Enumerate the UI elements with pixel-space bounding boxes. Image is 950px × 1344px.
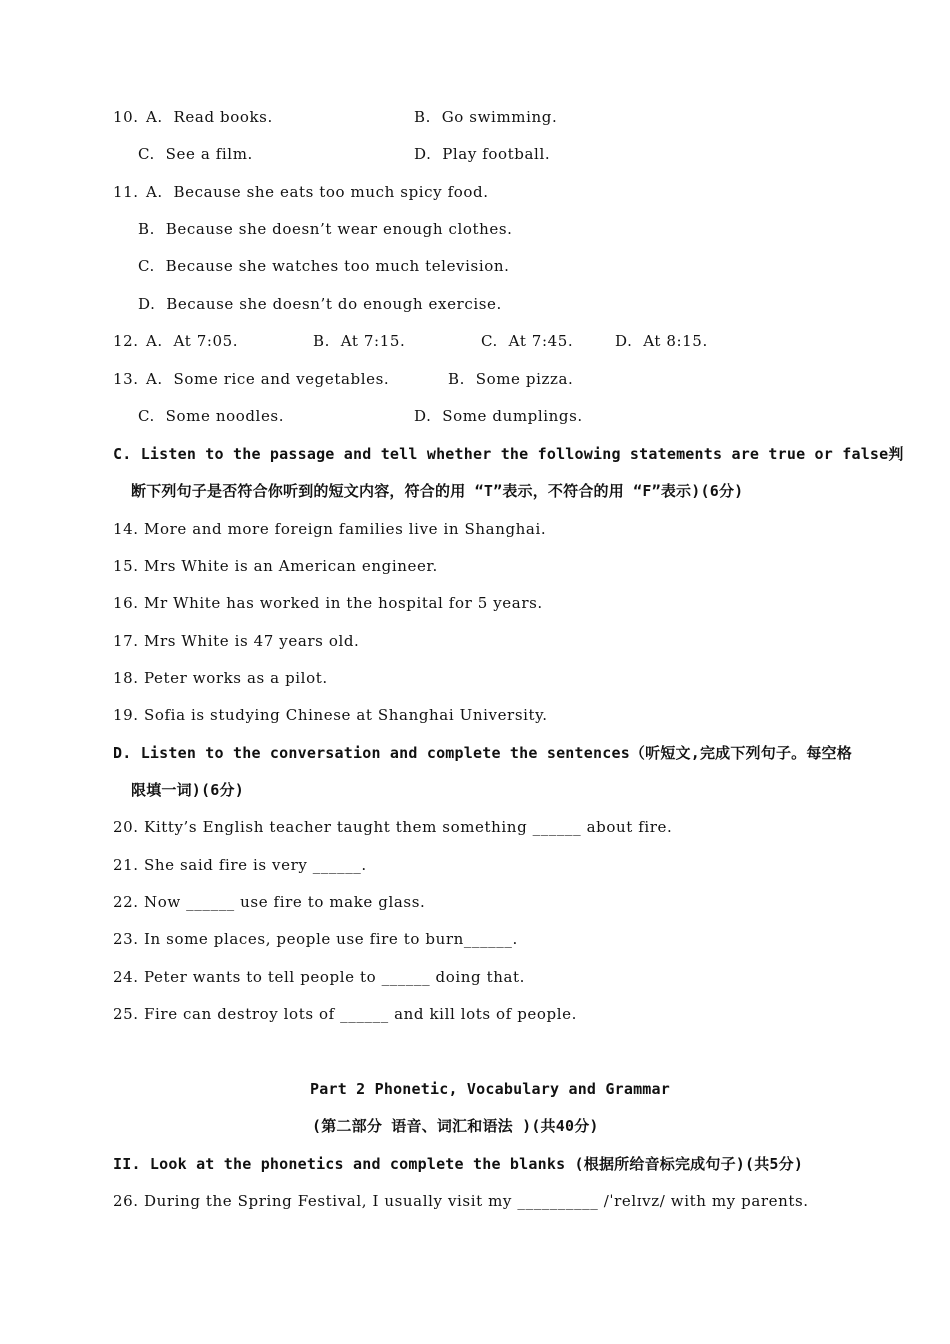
fill-item-25: 25. Fire can destroy lots of ______ and kill lots of people. — [113, 1005, 577, 1023]
q11-option-d: D. Because she doesn’t do enough exercise. — [138, 295, 502, 313]
fill-item-21: 21. She said fire is very ______. — [113, 856, 367, 874]
q12-option-c: C. At 7:45. — [481, 332, 574, 350]
tf-item-17: 17. Mrs White is 47 years old. — [113, 632, 360, 650]
tf-item-19: 19. Sofia is studying Chinese at Shanghai University. — [113, 706, 548, 724]
question-26: 26. During the Spring Festival, I usually visit my __________ /ˈrelɪvz/ with my parents. — [113, 1192, 809, 1210]
q10-option-c: C. See a film. — [138, 145, 253, 163]
q10-option-b: B. Go swimming. — [414, 108, 558, 126]
fill-item-22: 22. Now ______ use fire to make glass. — [113, 893, 426, 911]
q10-number: 10. — [113, 108, 139, 126]
q11-number: 11. — [113, 183, 139, 201]
q11-option-a: A. Because she eats too much spicy food. — [146, 183, 489, 201]
fill-item-24: 24. Peter wants to tell people to ______ doing that. — [113, 968, 526, 986]
q13-option-a: A. Some rice and vegetables. — [146, 370, 390, 388]
q11-option-b: B. Because she doesn’t wear enough clothes. — [138, 220, 513, 238]
section-c-heading-line1: C. Listen to the passage and tell whether the following statements are true or false判 — [113, 445, 904, 463]
q10-option-d: D. Play football. — [414, 145, 551, 163]
tf-item-15: 15. Mrs White is an American engineer. — [113, 557, 438, 575]
q12-option-b: B. At 7:15. — [313, 332, 406, 350]
section-c-heading-line2: 断下列句子是否符合你听到的短文内容，符合的用 “T”表示，不符合的用 “F”表示)(6分) — [131, 482, 744, 500]
tf-item-14: 14. More and more foreign families live in Shanghai. — [113, 520, 547, 538]
q13-option-c: C. Some noodles. — [138, 407, 285, 425]
section-d-heading-line1: D. Listen to the conversation and complete the sentences（听短文,完成下列句子。每空格 — [113, 744, 852, 762]
part2-subtitle: (第二部分 语音、词汇和语法 )(共40分) — [312, 1117, 599, 1135]
q13-option-d: D. Some dumplings. — [414, 407, 583, 425]
fill-item-23: 23. In some places, people use fire to burn______. — [113, 930, 518, 948]
tf-item-16: 16. Mr White has worked in the hospital for 5 years. — [113, 594, 543, 612]
q13-number: 13. — [113, 370, 139, 388]
q10-option-a: A. Read books. — [146, 108, 273, 126]
section-ii-heading: II. Look at the phonetics and complete the blanks (根据所给音标完成句子)(共5分) — [113, 1155, 804, 1173]
q12-option-a: A. At 7:05. — [146, 332, 239, 350]
section-d-heading-line2: 限填一词)(6分) — [131, 781, 244, 799]
fill-item-20: 20. Kitty’s English teacher taught them something ______ about fire. — [113, 818, 673, 836]
part2-title: Part 2 Phonetic, Vocabulary and Grammar — [310, 1080, 670, 1098]
q12-number: 12. — [113, 332, 139, 350]
tf-item-18: 18. Peter works as a pilot. — [113, 669, 328, 687]
q11-option-c: C. Because she watches too much television. — [138, 257, 510, 275]
q13-option-b: B. Some pizza. — [448, 370, 574, 388]
q12-option-d: D. At 8:15. — [615, 332, 708, 350]
